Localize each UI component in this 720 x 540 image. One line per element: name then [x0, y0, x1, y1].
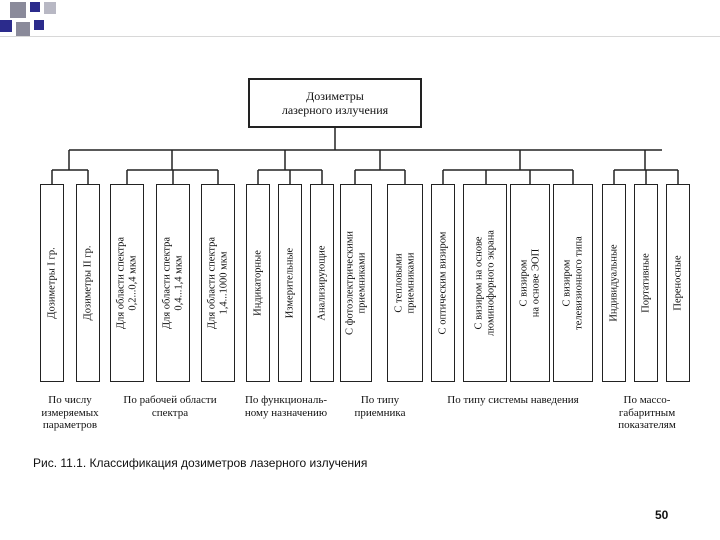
leaf-label: Анализирующие: [316, 245, 328, 321]
leaf-label: С визиром на основе ЭОП: [518, 248, 541, 318]
leaf-dosimeters-group-1: [40, 184, 64, 382]
leaf-label: С тепловыми приемниками: [393, 252, 416, 314]
group-label-guidance: По типу системы наведения: [447, 394, 579, 406]
group-label-parameters: По числу измеряемых параметров: [41, 394, 99, 431]
leaf-dosimeters-group-2: [76, 184, 100, 382]
leaf-indicator: [246, 184, 270, 382]
leaf-label: С фотоэлектрическими приемниками: [344, 231, 367, 335]
leaf-label: Дозиметры I гр.: [46, 247, 58, 319]
page-number: 50: [655, 508, 669, 522]
leaf-label: С оптическим визиром: [437, 231, 449, 335]
leaf-label: Переносные: [672, 255, 684, 311]
leaf-portable: [634, 184, 658, 382]
leaf-label: С визиром на основе люминофорного экрана: [473, 230, 496, 336]
leaf-drops: [52, 170, 678, 184]
group-label-function: По функциональ- ному назначению: [244, 394, 328, 419]
leaf-label: Индивидуальные: [608, 244, 620, 322]
group-label-mass-dimensions: По массо- габаритным показателям: [618, 394, 676, 431]
leaf-label: Для области спектра 0,4...1,4 мкм: [161, 236, 184, 330]
leaf-measuring: [278, 184, 302, 382]
leaf-tv-sight: [553, 184, 593, 382]
leaf-spectrum-1-4-1000: [201, 184, 235, 382]
leaf-eop-sight: [510, 184, 550, 382]
leaf-luminophore-sight: [463, 184, 507, 382]
leaf-spectrum-0-4-1-4: [156, 184, 190, 382]
leaf-individual: [602, 184, 626, 382]
leaf-thermal-receivers: [387, 184, 423, 382]
group-label-receiver: По типу приемника: [354, 394, 406, 419]
leaf-optical-sight: [431, 184, 455, 382]
leaf-label: Для области спектра 0,2...0,4 мкм: [115, 236, 138, 330]
leaf-photoelectric-receivers: [340, 184, 372, 382]
leaf-spectrum-0-2-0-4: [110, 184, 144, 382]
leaf-label: Измерительные: [284, 247, 296, 319]
leaf-label: Портативные: [640, 253, 652, 313]
root-label: Дозиметры лазерного излучения: [281, 89, 389, 117]
leaf-label: С визиром телевизионного типа: [561, 236, 584, 330]
group-label-spectrum: По рабочей области спектра: [123, 394, 217, 419]
leaf-label: Дозиметры II гр.: [82, 245, 94, 321]
leaf-analyzing: [310, 184, 334, 382]
leaf-label: Индикаторные: [252, 250, 264, 316]
group-drops: [69, 150, 645, 170]
leaf-label: Для области спектра 1,4...1000 мкм: [206, 236, 229, 330]
leaf-transportable: [666, 184, 690, 382]
figure-caption: Рис. 11.1. Классификация дозиметров лазерного излучения: [33, 456, 368, 470]
